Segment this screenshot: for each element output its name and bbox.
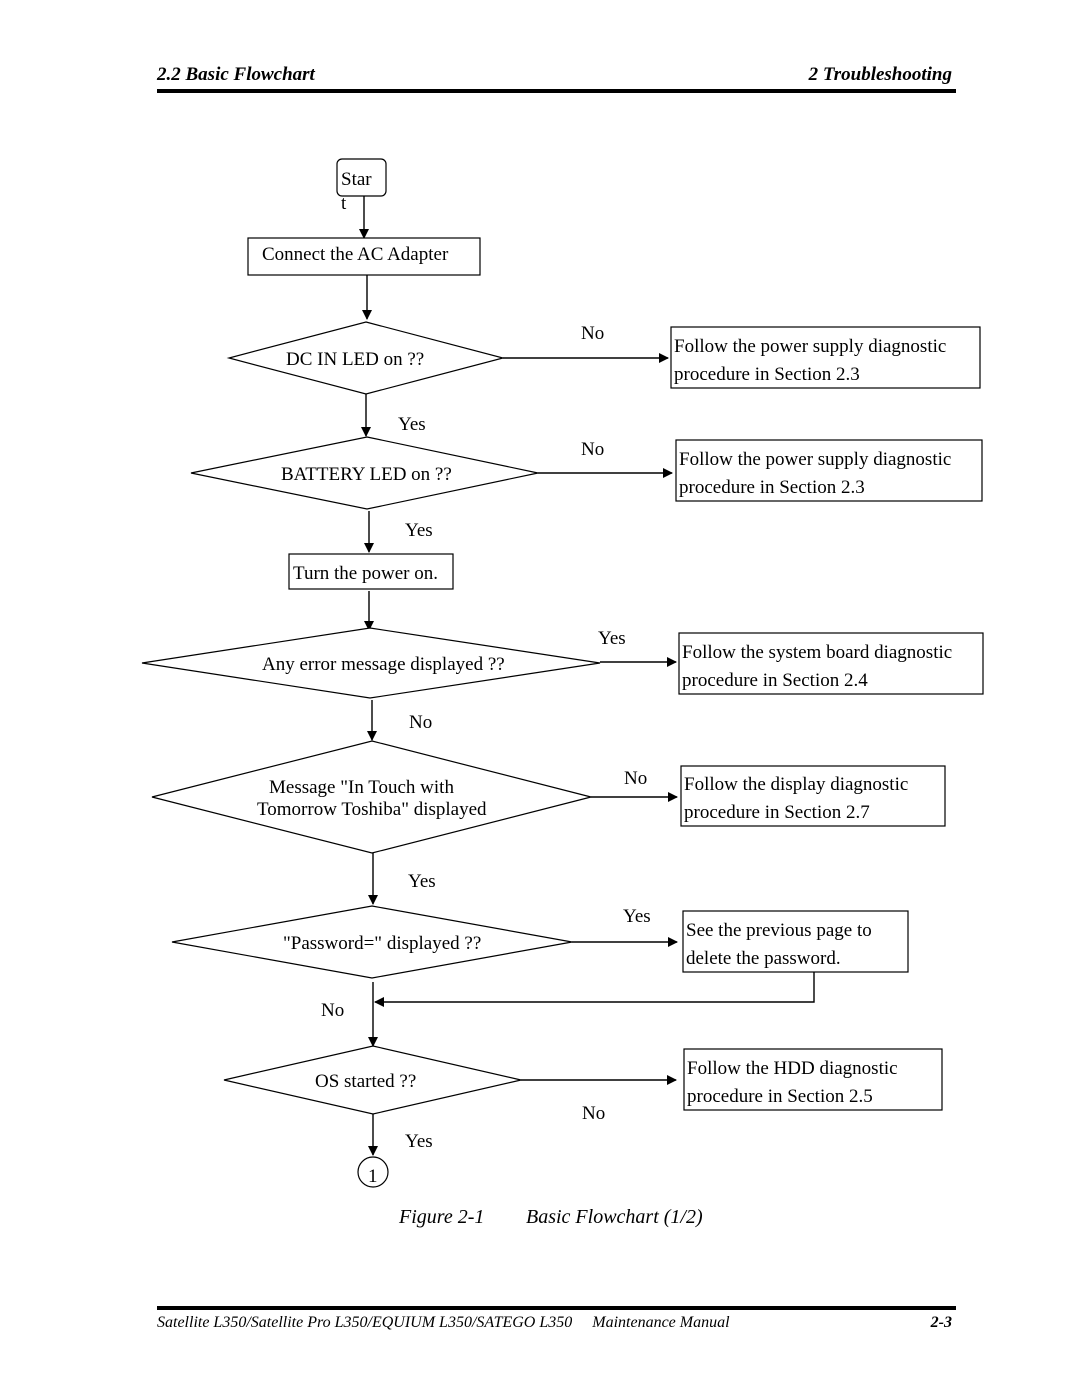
figure-number: Figure 2-1 [399, 1206, 485, 1228]
svg-text:Connect the AC Adapter: Connect the AC Adapter [262, 244, 449, 265]
password-decision [172, 906, 572, 978]
arrow-password-return [375, 972, 814, 1002]
connect-ac-box [248, 238, 480, 275]
svg-text:Follow the system board diagno: Follow the system board diagnostic [682, 642, 953, 663]
svg-text:Tomorrow Toshiba" displayed: Tomorrow Toshiba" displayed [257, 799, 487, 820]
svg-text:BATTERY LED on ??: BATTERY LED on ?? [281, 464, 452, 485]
power-on-box [289, 554, 453, 589]
error-message-decision [142, 628, 600, 698]
dc-in-no-label: No [581, 323, 605, 344]
svg-text:t: t [341, 193, 347, 214]
svg-text:Follow the HDD diagnostic: Follow the HDD diagnostic [687, 1058, 898, 1079]
svg-text:procedure in Section 2.3: procedure in Section 2.3 [679, 477, 865, 498]
footer-manual: Satellite L350/Satellite Pro L350/EQUIUM L350/SATEGO L350 Maintenance Manual [157, 1314, 730, 1331]
dc-in-action-box [671, 327, 980, 388]
os-yes-label: Yes [405, 1131, 433, 1152]
battery-led-decision [191, 437, 538, 509]
svg-text:procedure in Section 2.7: procedure in Section 2.7 [684, 802, 870, 823]
svg-text:1: 1 [368, 1166, 378, 1187]
error-action-box [679, 633, 983, 694]
password-yes-label: Yes [623, 906, 651, 927]
dc-in-yes-label: Yes [398, 414, 426, 435]
svg-text:procedure in Section 2.5: procedure in Section 2.5 [687, 1086, 873, 1107]
svg-text:Star: Star [341, 169, 372, 190]
battery-yes-label: Yes [405, 520, 433, 541]
svg-text:Follow the power supply diagno: Follow the power supply diagnostic [679, 449, 952, 470]
svg-text:Any error message displayed ??: Any error message displayed ?? [262, 654, 505, 675]
os-action-box [684, 1049, 942, 1110]
touch-no-label: No [624, 768, 648, 789]
svg-text:Turn the power on.: Turn the power on. [293, 563, 438, 584]
connector-circle [358, 1157, 388, 1187]
os-started-decision [224, 1046, 521, 1114]
svg-text:Follow the display diagnostic: Follow the display diagnostic [684, 774, 909, 795]
svg-text:Follow the power supply diagno: Follow the power supply diagnostic [674, 336, 947, 357]
svg-text:procedure in Section 2.3: procedure in Section 2.3 [674, 364, 860, 385]
header-chapter: 2 Troubleshooting [808, 64, 952, 85]
svg-text:"Password=" displayed ??: "Password=" displayed ?? [283, 933, 482, 954]
error-yes-label: Yes [598, 628, 626, 649]
dc-in-led-decision [229, 322, 503, 394]
error-no-label: No [409, 712, 433, 733]
svg-text:DC IN LED on ??: DC IN LED on ?? [286, 349, 425, 370]
footer-page-number: 2-3 [930, 1314, 952, 1331]
password-action-box [683, 911, 908, 972]
svg-text:procedure in Section 2.4: procedure in Section 2.4 [682, 670, 868, 691]
footer-rule [157, 1306, 956, 1310]
start-terminal [337, 159, 386, 214]
battery-no-label: No [581, 439, 605, 460]
svg-text:See the previous page to: See the previous page to [686, 920, 872, 941]
svg-text:delete the password.: delete the password. [686, 948, 841, 969]
os-no-label: No [582, 1103, 606, 1124]
battery-action-box [676, 440, 982, 501]
touch-message-decision [152, 741, 591, 853]
svg-text:OS started ??: OS started ?? [315, 1071, 417, 1092]
svg-text:Message "In Touch with: Message "In Touch with [269, 777, 454, 798]
figure-title: Basic Flowchart (1/2) [526, 1206, 703, 1228]
touch-yes-label: Yes [408, 871, 436, 892]
password-no-label: No [321, 1000, 345, 1021]
touch-action-box [681, 766, 945, 826]
header-section: 2.2 Basic Flowchart [157, 64, 315, 85]
